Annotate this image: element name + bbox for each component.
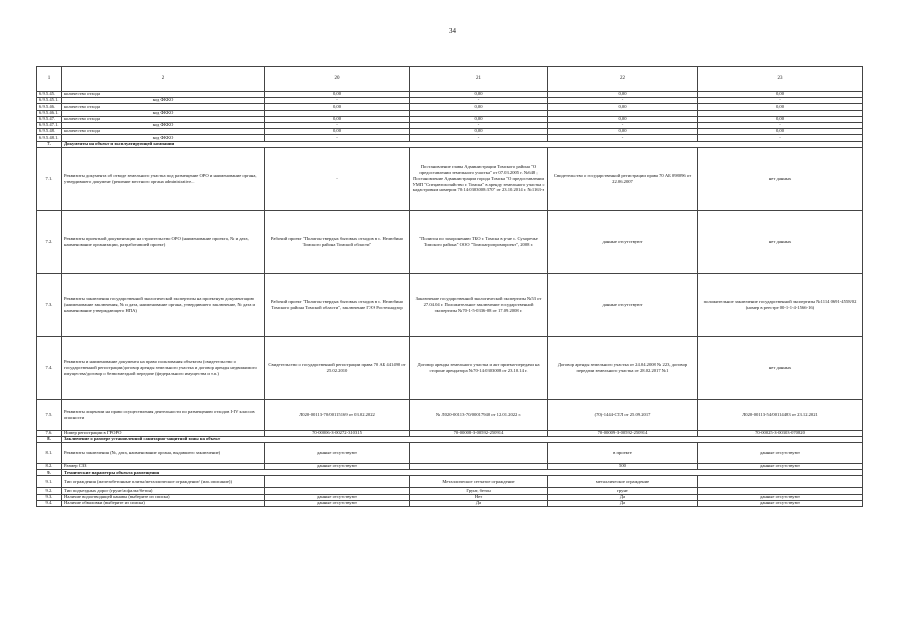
value-cell: Нет [410, 494, 548, 500]
table-row [37, 273, 863, 336]
table-row [37, 500, 863, 506]
value-cell: - [548, 135, 698, 141]
row-number-cell: 8.2. [37, 464, 62, 470]
value-cell: - [265, 122, 410, 128]
value-cell: Да [548, 494, 698, 500]
value-cell: нет данных [698, 147, 863, 210]
value-cell: Да [410, 500, 548, 506]
value-cell: Л020-00113-54/00114483 от 23.12.2021 [698, 399, 863, 430]
value-cell: данные отсутствуют [698, 500, 863, 506]
row-label-cell: количество отхода [62, 104, 265, 110]
row-label-cell: Реквизиты и наименование документа на право пользования объектом (свидетельство о государственной регистрации/договор аренды земельного участка и договор аренды недвижимого имущества/договор о безвозмездной передаче (федерального имущества и т.п.) [62, 336, 265, 399]
row-number-cell: 6.9.5.48. [37, 129, 62, 135]
value-cell: 0,00 [265, 104, 410, 110]
value-cell: нет данных [698, 336, 863, 399]
value-cell: - [410, 122, 548, 128]
value-cell: Договор аренды земельного участка от 24.04.2008 № 223, договор передачи земельного участка от 28.02.2017 №1 [548, 336, 698, 399]
value-cell: 0,00 [410, 129, 548, 135]
value-cell: Металлическое сетчатое ограждение [410, 476, 548, 488]
row-number-cell: 7.6. [37, 430, 62, 436]
value-cell: 70-00006-З-00272-310315 [265, 430, 410, 436]
value-cell: - [265, 135, 410, 141]
value-cell: данные отсутствуют [265, 494, 410, 500]
value-cell: - [265, 98, 410, 104]
value-cell: Л020-00113-70/00115169 от 03.02.2022 [265, 399, 410, 430]
row-number-cell: 7.4. [37, 336, 62, 399]
row-number-cell: 9.3. [37, 494, 62, 500]
row-label-cell: Наличие водоотводящей канавы (выберите из списка) [62, 494, 265, 500]
table-row [37, 336, 863, 399]
table-row [37, 443, 863, 464]
value-cell [698, 476, 863, 488]
value-cell: 70-00008-З-00592-250914 [410, 430, 548, 436]
header-cell: 23 [698, 67, 863, 92]
row-label-cell: код ФККО [62, 122, 265, 128]
value-cell: - [265, 147, 410, 210]
value-cell: 0,00 [548, 116, 698, 122]
row-number-cell: 6.9.5.46.1. [37, 110, 62, 116]
value-cell: Рабочий проект "Полигон твердых бытовых отходов в с. Нелюбино Томского района Томской области", заключение ГЭЭ Ростехнадзор [265, 273, 410, 336]
value-cell: 0,00 [548, 129, 698, 135]
section-number: 7. [37, 141, 62, 147]
value-cell: 0,00 [410, 104, 548, 110]
value-cell: Постановление главы Администрации Томского района "О предоставлении земельного участка" от 07.03.2005 г. №648 ; Постановление Администрации города Томска "О предоставлении УМП "Спецавтохозяйство г. Томска" в аренду земельного участка с кадастровым номером 70:14:0303008:370" от 23.10.2014 г. №1163-з [410, 147, 548, 210]
header-cell: 22 [548, 67, 698, 92]
row-number-cell: 7.5. [37, 399, 62, 430]
header-cell: 1 [37, 67, 62, 92]
value-cell: Свидетельство о государственной регистрации права 70 АБ 441490 от 25.02.2010 [265, 336, 410, 399]
row-number-cell: 7.1. [37, 147, 62, 210]
value-cell [265, 476, 410, 488]
value-cell: 0,00 [698, 92, 863, 98]
value-cell: Договор аренды земельного участка и акт приема-передачи на стороне арендатора №70-14:0303008 от 23.10.14 г. [410, 336, 548, 399]
header-cell: 21 [410, 67, 548, 92]
value-cell: 0,00 [410, 116, 548, 122]
table-row [37, 399, 863, 430]
row-number-cell: 7.3. [37, 273, 62, 336]
row-label-cell: Реквизиты проектной документации на строительство ОРО (наименование проекта, № и дата, наименование организации, разработавшей проект) [62, 210, 265, 273]
row-label-cell: Наличие обваловки (выберите из списка) [62, 500, 265, 506]
table-row [37, 210, 863, 273]
row-number-cell: 6.9.5.45.1. [37, 98, 62, 104]
value-cell: Рабочий проект "Полигон твердых бытовых отходов в с. Нелюбино Томского района Томской области" [265, 210, 410, 273]
row-number-cell: 9.2. [37, 488, 62, 494]
value-cell: данные отсутствуют [698, 443, 863, 464]
data-table [36, 66, 863, 507]
value-cell: - [698, 122, 863, 128]
row-number-cell: 9.4. [37, 500, 62, 506]
value-cell: Свидетельство о государственной регистрации права 70 АБ 098096 от 22.06.2007 [548, 147, 698, 210]
section-number: 8. [37, 436, 62, 442]
value-cell: 0,00 [410, 92, 548, 98]
value-cell: положительное заключение государственной экспертизы №1114 0691-4558/02 (номер в реестре 00-1-1-4-1566-16) [698, 273, 863, 336]
row-number-cell: 9.1. [37, 476, 62, 488]
table-row [37, 147, 863, 210]
value-cell: данные отсутствуют [548, 210, 698, 273]
value-cell: 0,00 [698, 129, 863, 135]
value-cell: данные отсутствуют [548, 273, 698, 336]
value-cell: № Л020-00113-70/00017940 от 12.01.2022 г. [410, 399, 548, 430]
row-label-cell: Реквизиты лицензии на право осуществления деятельности по размещению отходов I-IV классов опасности [62, 399, 265, 430]
value-cell: - [548, 98, 698, 104]
section-title: Заключение о размере установленной санитарно-защитной зоны на объект [62, 436, 863, 442]
row-label-cell: код ФККО [62, 98, 265, 104]
value-cell: Заключение государственной экологической экспертизы №53 от 27.04.04 г. Положительное заключение государственной экспертизы №70-1-5-0336-08 от 17.09.2008 г. [410, 273, 548, 336]
header-cell: 2 [62, 67, 265, 92]
value-cell: нет данных [698, 210, 863, 273]
value-cell: грунт [548, 488, 698, 494]
value-cell: 500 [548, 464, 698, 470]
value-cell: данные отсутствуют [265, 443, 410, 464]
row-number-cell: 6.9.5.47. [37, 116, 62, 122]
row-number-cell: 7.2. [37, 210, 62, 273]
row-label-cell: количество отхода [62, 92, 265, 98]
value-cell: Грунт, бетон [410, 488, 548, 494]
value-cell: данные отсутствуют [698, 464, 863, 470]
section-number: 9. [37, 470, 62, 476]
value-cell: 0,00 [265, 129, 410, 135]
value-cell: в проекте [548, 443, 698, 464]
table-row [37, 476, 863, 488]
value-cell: - [698, 135, 863, 141]
value-cell: "Полигон по захоронению ТБО г. Томска в р-не с. Сухоречье Томского района" ООО "Томскагропромпроект", 2008 г. [410, 210, 548, 273]
value-cell: данные отсутствуют [265, 500, 410, 506]
value-cell: 0,00 [265, 116, 410, 122]
value-cell: (70)-1444-СТЛ от 25.09.2017 [548, 399, 698, 430]
value-cell: 70-00009-З-00592-250914 [548, 430, 698, 436]
value-cell: 0,00 [548, 92, 698, 98]
row-label-cell: Тип подъездных дорог (грунт/асфальт/бетон) [62, 488, 265, 494]
value-cell: металлическое ограждение [548, 476, 698, 488]
row-label-cell: Тип ограждения (железобетонные плиты/металлическое ограждение/ (иль описание)) [62, 476, 265, 488]
value-cell: 0,00 [698, 104, 863, 110]
row-label-cell: код ФККО [62, 135, 265, 141]
value-cell: - [698, 98, 863, 104]
row-label-cell: Реквизиты документа об отводе земельного участка под размещение ОРО и наименование органа, утвердившего документ (решение местного органа administrative... [62, 147, 265, 210]
table-header-row [37, 67, 863, 92]
value-cell: Да [548, 500, 698, 506]
row-number-cell: 6.9.5.47.1. [37, 122, 62, 128]
row-label-cell: Реквизиты заключения (№, дата, наименование органа, выдавшего заключение) [62, 443, 265, 464]
section-title: Документы на объект и эксплуатирующей компании [62, 141, 863, 147]
row-number-cell: 6.9.5.48.1. [37, 135, 62, 141]
value-cell [410, 443, 548, 464]
row-label-cell: Номер регистрации в ГРОРО [62, 430, 265, 436]
value-cell: 70-00025-З-00303-070820 [698, 430, 863, 436]
row-label-cell: Размер СЗЗ [62, 464, 265, 470]
value-cell: - [410, 98, 548, 104]
row-number-cell: 8.1. [37, 443, 62, 464]
row-label-cell: количество отхода [62, 129, 265, 135]
value-cell: данные отсутствуют [698, 494, 863, 500]
row-number-cell: 6.9.5.45. [37, 92, 62, 98]
value-cell: данные отсутствуют [265, 464, 410, 470]
row-number-cell: 6.9.5.46. [37, 104, 62, 110]
value-cell: - [548, 122, 698, 128]
value-cell: 0,00 [698, 116, 863, 122]
row-label-cell: Реквизиты заключения государственной экологической экспертизы на проектную документацию (наименование заключения, № и дата, наименование органа, утвердившего заключение, № дата и наименование утверждающего НПА) [62, 273, 265, 336]
page-number: 34 [449, 27, 456, 35]
row-label-cell: код ФККО [62, 110, 265, 116]
value-cell: 0,00 [265, 92, 410, 98]
row-label-cell: количество отхода [62, 116, 265, 122]
section-title: Технические параметры объекта размещения [62, 470, 863, 476]
value-cell: 0,00 [548, 104, 698, 110]
header-cell: 20 [265, 67, 410, 92]
value-cell: - [410, 135, 548, 141]
